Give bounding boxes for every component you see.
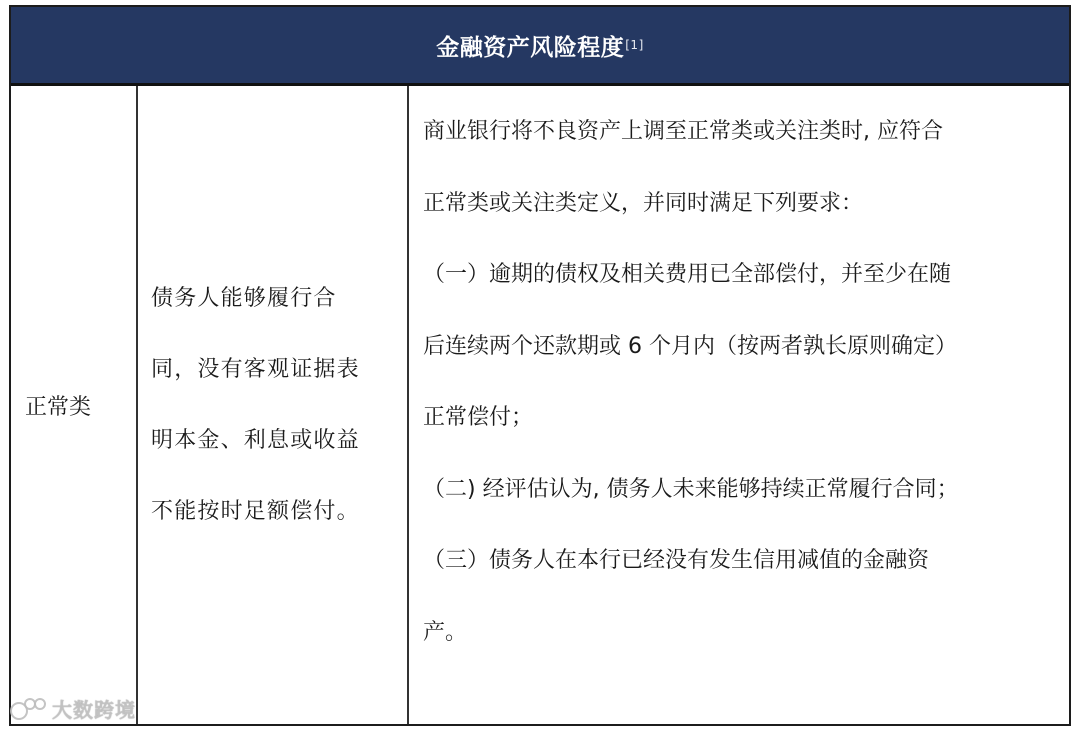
definition-line: 同，没有客观证据表 — [151, 357, 360, 382]
table-header — [11, 7, 1069, 86]
table-title: 金融资产风险程度 — [436, 34, 625, 61]
definition-line: 明本金、利息或收益 — [151, 428, 360, 453]
requirement-line: （一）逾期的债权及相关费用已全部偿付，并至少在随 — [423, 262, 952, 287]
requirement-line: 正常偿付； — [423, 405, 534, 430]
requirement-cell — [409, 86, 1069, 724]
category-cell — [11, 86, 138, 724]
requirement-line: 商业银行将不良资产上调至正常类或关注类时, 应符合 — [423, 119, 943, 144]
definition-line: 债务人能够履行合 — [151, 286, 337, 311]
category-label: 正常类 — [25, 394, 92, 420]
table-row — [11, 86, 1069, 724]
requirement-line: （二) 经评估认为, 债务人未来能够持续正常履行合同； — [423, 476, 959, 502]
requirement-line: 产。 — [423, 619, 468, 645]
watermark-text: 大数跨境 — [52, 698, 136, 722]
weibo-logo-icon — [10, 698, 46, 720]
definition-line: 不能按时足额偿付。 — [151, 499, 360, 524]
requirement-line: （三）债务人在本行已经没有发生信用减值的金融资 — [423, 548, 930, 573]
watermark — [10, 694, 136, 723]
risk-classification-table — [9, 5, 1071, 726]
requirement-line: 正常类或关注类定义，并同时满足下列要求： — [423, 190, 864, 216]
requirement-line: 后连续两个还款期或 6 个月内（按两者孰长原则确定） — [423, 333, 957, 359]
footnote-marker: [1] — [625, 38, 644, 52]
definition-cell — [138, 86, 409, 724]
